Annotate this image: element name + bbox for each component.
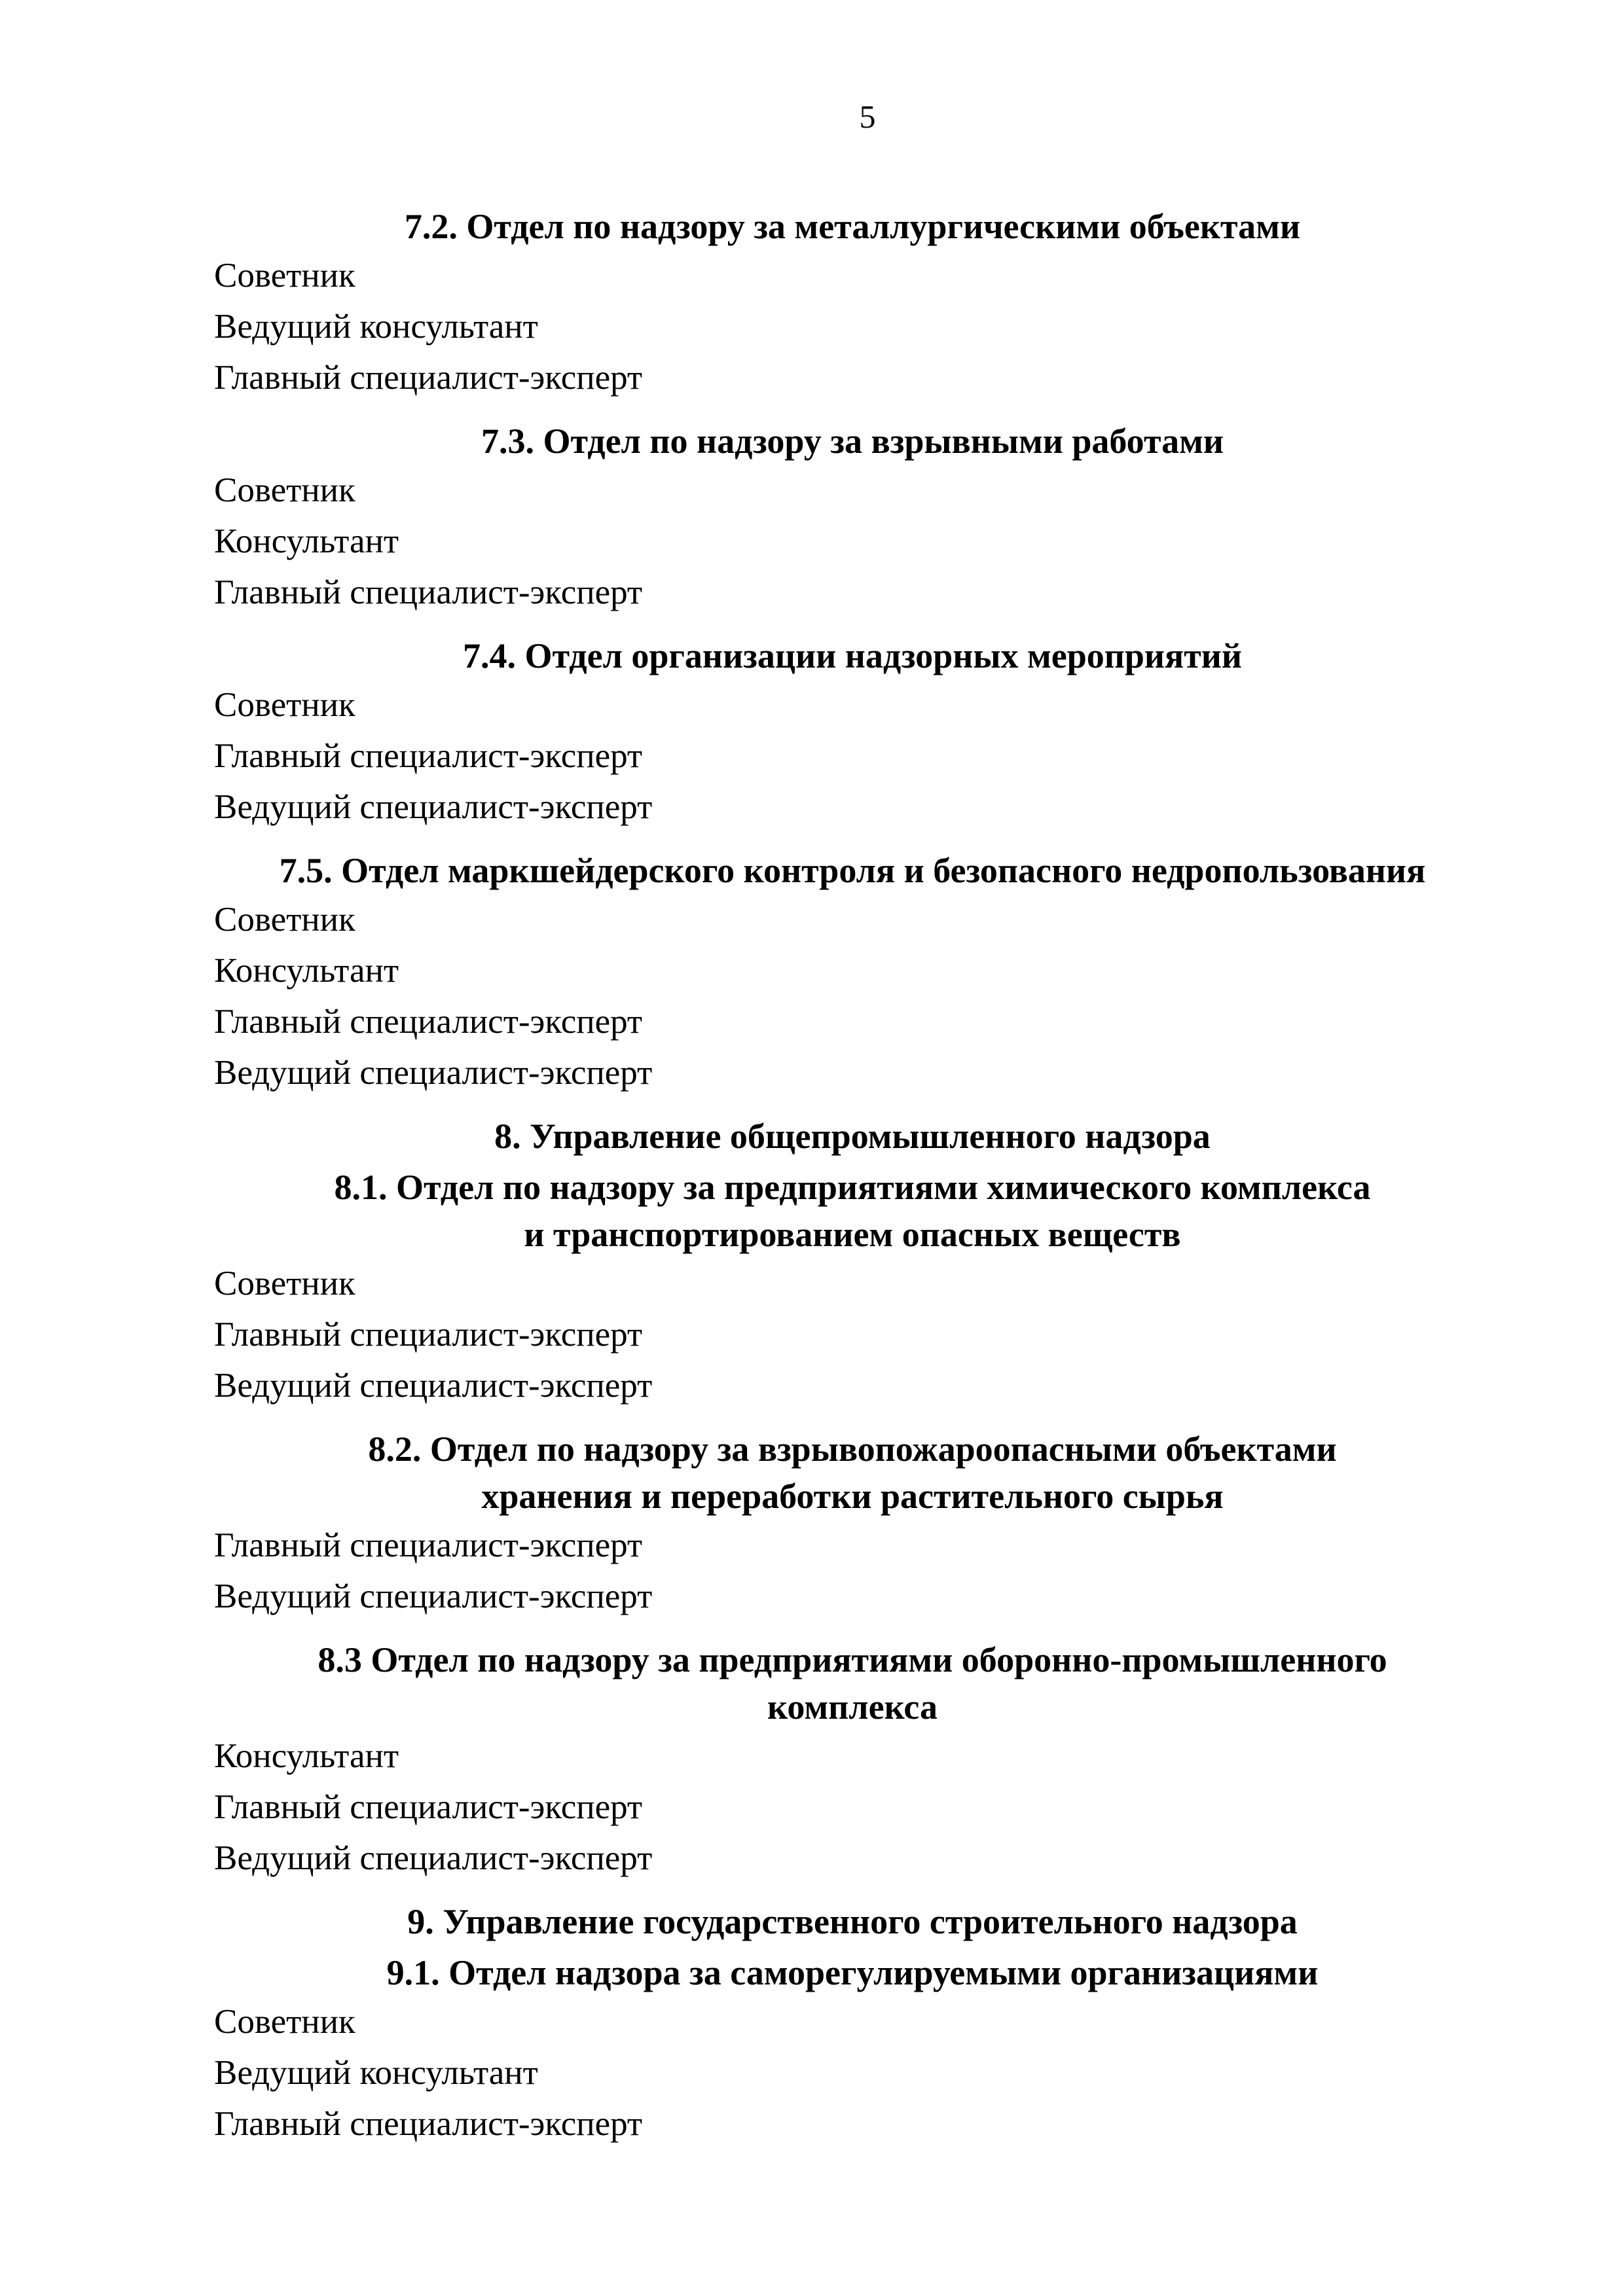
- position-list: [214, 465, 1491, 618]
- heading-line: комплекса: [767, 1687, 938, 1727]
- section-heading: [214, 1949, 1491, 1996]
- section-8-3: [214, 1636, 1491, 1884]
- document-body: [214, 203, 1491, 2164]
- position-item: Советник: [214, 686, 356, 724]
- section-heading: [214, 418, 1491, 465]
- position-list: [214, 250, 1491, 403]
- directorate-heading: [214, 1113, 1491, 1160]
- section-heading: [214, 632, 1491, 679]
- position-item: Советник: [214, 901, 356, 939]
- position-item: Ведущий специалист-эксперт: [214, 1054, 653, 1092]
- section-7-4: [214, 632, 1491, 833]
- position-item: Главный специалист-эксперт: [214, 573, 643, 611]
- section-7-3: [214, 418, 1491, 618]
- section-heading: [214, 1426, 1491, 1520]
- heading-line: 7.2. Отдел по надзору за металлургическими объектами: [404, 207, 1301, 246]
- position-item: Ведущий специалист-эксперт: [214, 1367, 653, 1405]
- position-list: [214, 1258, 1491, 1411]
- position-item: Ведущий консультант: [214, 308, 538, 346]
- heading-line: 7.3. Отдел по надзору за взрывными работами: [481, 422, 1224, 461]
- position-list: [214, 1520, 1491, 1622]
- position-list: [214, 679, 1491, 833]
- position-list: [214, 1731, 1491, 1884]
- position-item: Ведущий консультант: [214, 2054, 538, 2092]
- heading-line: 8. Управление общепромышленного надзора: [494, 1117, 1211, 1156]
- section-7-2: [214, 203, 1491, 403]
- heading-line: 8.2. Отдел по надзору за взрывопожароопасными объектами: [368, 1429, 1337, 1469]
- position-item: Главный специалист-эксперт: [214, 359, 643, 397]
- section-9: [214, 1898, 1491, 1945]
- section-heading: [214, 1636, 1491, 1731]
- position-item: Консультант: [214, 522, 399, 560]
- position-item: Главный специалист-эксперт: [214, 1003, 643, 1041]
- position-item: Ведущий специалист-эксперт: [214, 788, 653, 826]
- position-item: Консультант: [214, 1737, 399, 1775]
- section-heading: [214, 1164, 1491, 1258]
- heading-line: 9.1. Отдел надзора за саморегулируемыми организациями: [386, 1953, 1319, 1992]
- position-item: Главный специалист-эксперт: [214, 1526, 643, 1564]
- page-number: 5: [859, 98, 876, 135]
- position-item: Советник: [214, 257, 356, 295]
- position-list: [214, 894, 1491, 1098]
- heading-line: 8.1. Отдел по надзору за предприятиями химического комплекса: [334, 1168, 1371, 1207]
- section-8-1: [214, 1164, 1491, 1411]
- heading-line: и транспортированием опасных веществ: [524, 1215, 1181, 1254]
- position-item: Главный специалист-эксперт: [214, 1316, 643, 1354]
- section-8-2: [214, 1426, 1491, 1622]
- section-7-5: [214, 847, 1491, 1098]
- section-heading: [214, 847, 1491, 894]
- heading-line: 7.4. Отдел организации надзорных мероприятий: [462, 636, 1242, 675]
- position-item: Советник: [214, 471, 356, 509]
- position-item: Главный специалист-эксперт: [214, 2105, 643, 2143]
- position-item: Советник: [214, 2003, 356, 2041]
- heading-line: хранения и переработки растительного сырья: [481, 1477, 1224, 1516]
- heading-line: 9. Управление государственного строительного надзора: [407, 1902, 1298, 1941]
- position-item: Советник: [214, 1265, 356, 1302]
- position-item: Консультант: [214, 952, 399, 990]
- heading-line: 7.5. Отдел маркшейдерского контроля и безопасного недропользования: [279, 851, 1426, 890]
- heading-line: 8.3 Отдел по надзору за предприятиями оборонно-промышленного: [318, 1640, 1387, 1679]
- directorate-heading: [214, 1898, 1491, 1945]
- position-item: Ведущий специалист-эксперт: [214, 1577, 653, 1615]
- section-9-1: [214, 1949, 1491, 2149]
- position-item: Главный специалист-эксперт: [214, 737, 643, 775]
- section-8: [214, 1113, 1491, 1160]
- position-item: Главный специалист-эксперт: [214, 1788, 643, 1826]
- position-list: [214, 1996, 1491, 2149]
- section-heading: [214, 203, 1491, 250]
- position-item: Ведущий специалист-эксперт: [214, 1839, 653, 1877]
